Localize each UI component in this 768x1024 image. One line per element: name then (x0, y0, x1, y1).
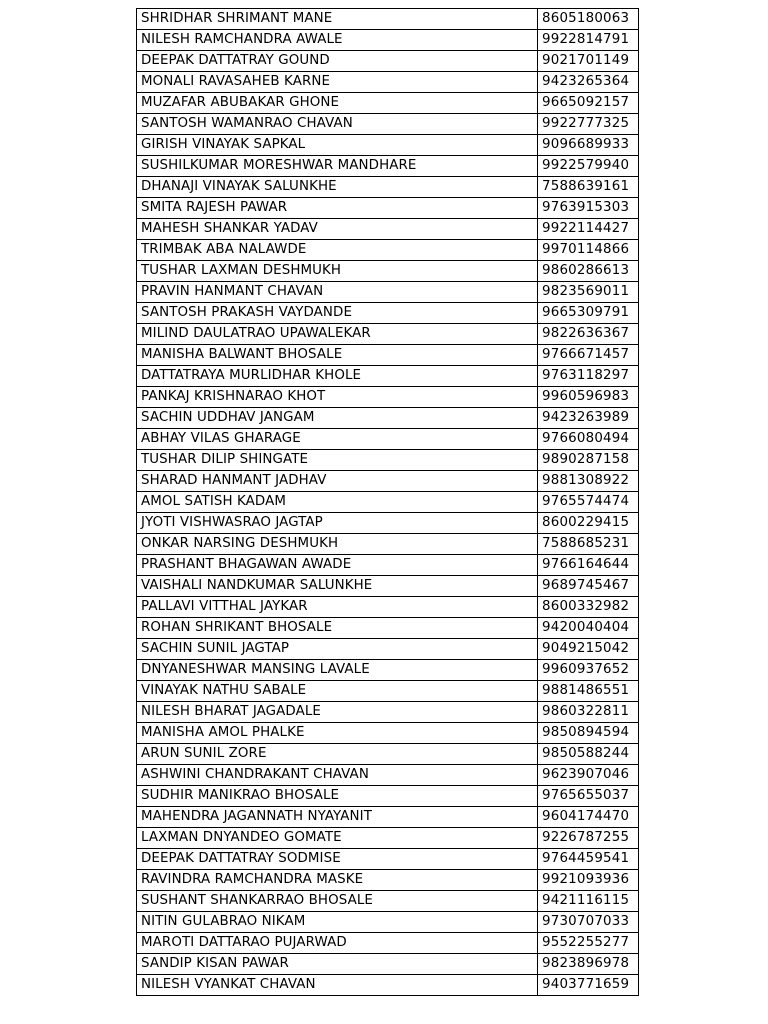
table-row (137, 303, 639, 324)
contact-phone-cell: 9552255277 (538, 933, 639, 954)
table-row (137, 786, 639, 807)
table-row (137, 555, 639, 576)
contact-phone-cell: 9960596983 (538, 387, 639, 408)
contact-phone-cell: 9766080494 (538, 429, 639, 450)
contact-phone-cell: 9623907046 (538, 765, 639, 786)
contact-name-cell: MAHESH SHANKAR YADAV (137, 219, 538, 240)
contact-phone-cell: 9421116115 (538, 891, 639, 912)
contact-phone-cell: 7588639161 (538, 177, 639, 198)
contact-phone-cell: 9822636367 (538, 324, 639, 345)
contact-phone-cell: 9860286613 (538, 261, 639, 282)
contact-phone-cell: 9423263989 (538, 408, 639, 429)
table-row (137, 513, 639, 534)
contact-name-cell: SHARAD HANMANT JADHAV (137, 471, 538, 492)
table-row (137, 135, 639, 156)
contact-phone-cell: 9763118297 (538, 366, 639, 387)
contact-name-cell: SACHIN SUNIL JAGTAP (137, 639, 538, 660)
contact-phone-cell: 9423265364 (538, 72, 639, 93)
table-row (137, 933, 639, 954)
table-row (137, 744, 639, 765)
contact-name-cell: MONALI RAVASAHEB KARNE (137, 72, 538, 93)
contact-name-cell: SUDHIR MANIKRAO BHOSALE (137, 786, 538, 807)
contact-name-cell: SACHIN UDDHAV JANGAM (137, 408, 538, 429)
contact-name-cell: MUZAFAR ABUBAKAR GHONE (137, 93, 538, 114)
table-row (137, 891, 639, 912)
contact-name-cell: ASHWINI CHANDRAKANT CHAVAN (137, 765, 538, 786)
contacts-table (136, 8, 639, 996)
contact-phone-cell: 9850894594 (538, 723, 639, 744)
contact-name-cell: ABHAY VILAS GHARAGE (137, 429, 538, 450)
contact-phone-cell: 9890287158 (538, 450, 639, 471)
contact-name-cell: AMOL SATISH KADAM (137, 492, 538, 513)
contact-phone-cell: 9766671457 (538, 345, 639, 366)
contact-phone-cell: 8605180063 (538, 9, 639, 30)
table-row (137, 30, 639, 51)
table-row (137, 807, 639, 828)
contact-name-cell: SMITA RAJESH PAWAR (137, 198, 538, 219)
contact-phone-cell: 9921093936 (538, 870, 639, 891)
contact-phone-cell: 9665092157 (538, 93, 639, 114)
table-row (137, 660, 639, 681)
contact-phone-cell: 8600332982 (538, 597, 639, 618)
contact-phone-cell: 9765655037 (538, 786, 639, 807)
contact-name-cell: VAISHALI NANDKUMAR SALUNKHE (137, 576, 538, 597)
contact-name-cell: TUSHAR DILIP SHINGATE (137, 450, 538, 471)
contact-name-cell: NITIN GULABRAO NIKAM (137, 912, 538, 933)
table-row (137, 366, 639, 387)
contact-name-cell: SUSHANT SHANKARRAO BHOSALE (137, 891, 538, 912)
contact-phone-cell: 9403771659 (538, 975, 639, 996)
table-row (137, 408, 639, 429)
contact-phone-cell: 9881486551 (538, 681, 639, 702)
table-row (137, 849, 639, 870)
contact-name-cell: NILESH RAMCHANDRA AWALE (137, 30, 538, 51)
contact-name-cell: SANDIP KISAN PAWAR (137, 954, 538, 975)
table-row (137, 597, 639, 618)
table-row (137, 702, 639, 723)
table-row (137, 681, 639, 702)
contact-phone-cell: 9049215042 (538, 639, 639, 660)
contact-phone-cell: 9420040404 (538, 618, 639, 639)
table-row (137, 345, 639, 366)
table-row (137, 114, 639, 135)
table-row (137, 534, 639, 555)
contact-name-cell: SHRIDHAR SHRIMANT MANE (137, 9, 538, 30)
contact-name-cell: ROHAN SHRIKANT BHOSALE (137, 618, 538, 639)
contact-name-cell: SUSHILKUMAR MORESHWAR MANDHARE (137, 156, 538, 177)
contact-phone-cell: 9823896978 (538, 954, 639, 975)
contact-phone-cell: 9730707033 (538, 912, 639, 933)
contact-phone-cell: 7588685231 (538, 534, 639, 555)
contact-phone-cell: 9689745467 (538, 576, 639, 597)
contact-name-cell: RAVINDRA RAMCHANDRA MASKE (137, 870, 538, 891)
table-row (137, 492, 639, 513)
contact-phone-cell: 9922814791 (538, 30, 639, 51)
table-row (137, 471, 639, 492)
contact-name-cell: PALLAVI VITTHAL JAYKAR (137, 597, 538, 618)
table-row (137, 870, 639, 891)
contact-phone-cell: 9021701149 (538, 51, 639, 72)
contact-name-cell: DNYANESHWAR MANSING LAVALE (137, 660, 538, 681)
contact-name-cell: NILESH BHARAT JAGADALE (137, 702, 538, 723)
contact-phone-cell: 9850588244 (538, 744, 639, 765)
contact-name-cell: JYOTI VISHWASRAO JAGTAP (137, 513, 538, 534)
contact-name-cell: PANKAJ KRISHNARAO KHOT (137, 387, 538, 408)
contact-phone-cell: 9881308922 (538, 471, 639, 492)
table-row (137, 9, 639, 30)
contact-name-cell: DEEPAK DATTATRAY SODMISE (137, 849, 538, 870)
contact-name-cell: DATTATRAYA MURLIDHAR KHOLE (137, 366, 538, 387)
table-row (137, 51, 639, 72)
table-row (137, 723, 639, 744)
table-row (137, 954, 639, 975)
table-row (137, 219, 639, 240)
contact-name-cell: TRIMBAK ABA NALAWDE (137, 240, 538, 261)
table-row (137, 387, 639, 408)
table-row (137, 282, 639, 303)
contact-phone-cell: 9922579940 (538, 156, 639, 177)
contact-name-cell: VINAYAK NATHU SABALE (137, 681, 538, 702)
contact-name-cell: NILESH VYANKAT CHAVAN (137, 975, 538, 996)
table-row (137, 324, 639, 345)
table-row (137, 429, 639, 450)
contact-phone-cell: 8600229415 (538, 513, 639, 534)
contact-name-cell: ONKAR NARSING DESHMUKH (137, 534, 538, 555)
table-row (137, 198, 639, 219)
contact-phone-cell: 9763915303 (538, 198, 639, 219)
contact-phone-cell: 9860322811 (538, 702, 639, 723)
table-row (137, 975, 639, 996)
table-row (137, 261, 639, 282)
contact-name-cell: SANTOSH PRAKASH VAYDANDE (137, 303, 538, 324)
contact-phone-cell: 9960937652 (538, 660, 639, 681)
table-row (137, 639, 639, 660)
contact-phone-cell: 9764459541 (538, 849, 639, 870)
contact-phone-cell: 9766164644 (538, 555, 639, 576)
contact-name-cell: GIRISH VINAYAK SAPKAL (137, 135, 538, 156)
table-row (137, 156, 639, 177)
table-row (137, 450, 639, 471)
table-row (137, 177, 639, 198)
contact-name-cell: MANISHA AMOL PHALKE (137, 723, 538, 744)
contact-name-cell: SANTOSH WAMANRAO CHAVAN (137, 114, 538, 135)
contact-name-cell: LAXMAN DNYANDEO GOMATE (137, 828, 538, 849)
contacts-table-body (137, 9, 639, 996)
contact-phone-cell: 9922777325 (538, 114, 639, 135)
contact-phone-cell: 9922114427 (538, 219, 639, 240)
contact-name-cell: PRASHANT BHAGAWAN AWADE (137, 555, 538, 576)
contact-phone-cell: 9970114866 (538, 240, 639, 261)
table-row (137, 912, 639, 933)
contact-name-cell: MAHENDRA JAGANNATH NYAYANIT (137, 807, 538, 828)
contact-phone-cell: 9226787255 (538, 828, 639, 849)
contact-name-cell: ARUN SUNIL ZORE (137, 744, 538, 765)
table-row (137, 765, 639, 786)
contact-name-cell: TUSHAR LAXMAN DESHMUKH (137, 261, 538, 282)
table-row (137, 828, 639, 849)
table-row (137, 618, 639, 639)
table-row (137, 93, 639, 114)
table-row (137, 576, 639, 597)
table-row (137, 240, 639, 261)
contact-name-cell: PRAVIN HANMANT CHAVAN (137, 282, 538, 303)
contact-name-cell: MAROTI DATTARAO PUJARWAD (137, 933, 538, 954)
contact-phone-cell: 9823569011 (538, 282, 639, 303)
contact-phone-cell: 9665309791 (538, 303, 639, 324)
table-row (137, 72, 639, 93)
contact-phone-cell: 9765574474 (538, 492, 639, 513)
contact-name-cell: DHANAJI VINAYAK SALUNKHE (137, 177, 538, 198)
contact-name-cell: DEEPAK DATTATRAY GOUND (137, 51, 538, 72)
contact-phone-cell: 9604174470 (538, 807, 639, 828)
contact-name-cell: MILIND DAULATRAO UPAWALEKAR (137, 324, 538, 345)
contact-phone-cell: 9096689933 (538, 135, 639, 156)
contact-name-cell: MANISHA BALWANT BHOSALE (137, 345, 538, 366)
